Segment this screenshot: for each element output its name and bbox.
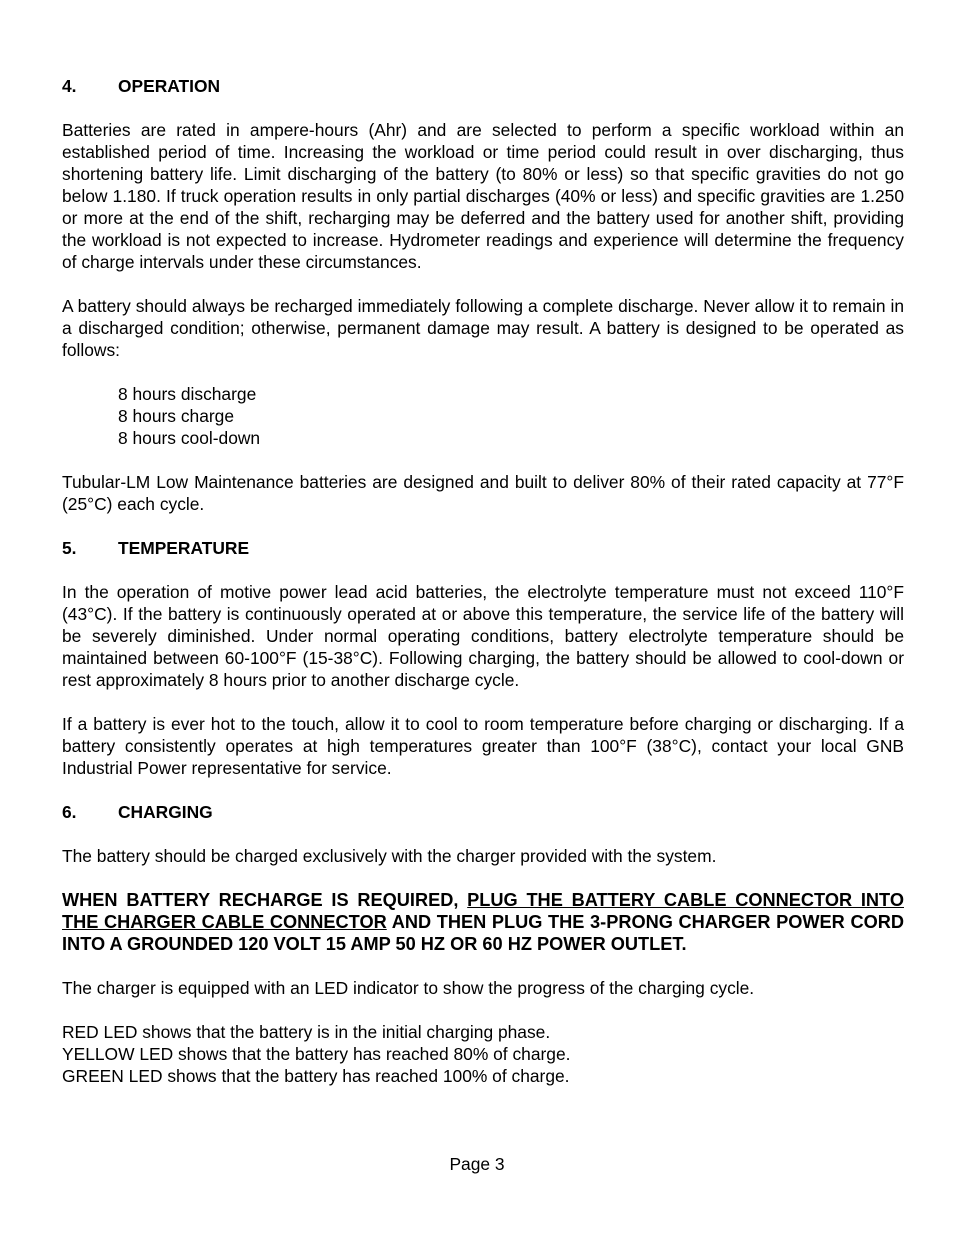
warning-text: AND THEN PLUG THE 3-PRONG CHARGER POWER CORD INTO A GROUNDED 120 VOLT 15 AMP 50 HZ OR 60 HZ POWER OUTLET. xyxy=(62,912,904,954)
paragraph: In the operation of motive power lead acid batteries, the electrolyte temperature must not exceed 110°F (43°C). If the battery is continuously operated at or above this temperature, the service life of the battery will be severely diminished. Under normal operating conditions, battery electrolyte temperature should be maintained between 60-100°F (15-38°C). Following charging, the battery should be allowed to cool-down or rest approximately 8 hours prior to another discharge cycle. xyxy=(62,582,904,690)
section-number: 4. xyxy=(62,76,77,96)
section-title: OPERATION xyxy=(118,76,221,96)
section-title: CHARGING xyxy=(118,802,213,822)
warning-text: WHEN BATTERY RECHARGE IS REQUIRED, xyxy=(62,890,468,910)
paragraph: Tubular-LM Low Maintenance batteries are designed and built to deliver 80% of their rated capacity at 77°F (25°C) each cycle. xyxy=(62,472,904,514)
paragraph: The battery should be charged exclusively with the charger provided with the system. xyxy=(62,846,717,866)
section-number: 5. xyxy=(62,538,77,558)
paragraph: A battery should always be recharged immediately following a complete discharge. Never allow it to remain in a discharged condition; otherwise, permanent damage may result. A battery is designed to be operated as follows: xyxy=(62,296,904,360)
section-heading-temperature xyxy=(62,537,904,559)
list-item: 8 hours cool-down xyxy=(118,428,261,448)
section-number: 6. xyxy=(62,802,77,822)
section-heading-operation xyxy=(62,75,904,97)
led-line-yellow: YELLOW LED shows that the battery has reached 80% of charge. xyxy=(62,1044,571,1064)
section-heading-charging xyxy=(62,801,904,823)
operation-schedule-list xyxy=(118,383,904,449)
paragraph: If a battery is ever hot to the touch, allow it to cool to room temperature before charging or discharging. If a battery consistently operates at high temperatures greater than 100°F (38°C), contact your local GNB Industrial Power representative for service. xyxy=(62,714,904,778)
section-title: TEMPERATURE xyxy=(118,538,250,558)
led-line-green: GREEN LED shows that the battery has reached 100% of charge. xyxy=(62,1066,570,1086)
document-page xyxy=(62,75,904,1087)
warning-underlined-text: PLUG THE BATTERY CABLE CONNECTOR INTO THE CHARGER CABLE CONNECTOR xyxy=(62,890,904,932)
paragraph: Batteries are rated in ampere-hours (Ahr) and are selected to perform a specific workload within an established period of time. Increasing the workload or time period could result in over discharging, thus shortening battery life. Limit discharging of the battery (to 80% or less) so that specific gravities do not go below 1.180. If truck operation results in only partial discharges (40% or less) and specific gravities are 1.250 or more at the end of the shift, recharging may be deferred and the battery used for another shift, providing the workload is not expected to increase. Hydrometer readings and experience will determine the frequency of charge intervals under these circumstances. xyxy=(62,120,904,272)
led-line-red: RED LED shows that the battery is in the initial charging phase. xyxy=(62,1022,551,1042)
led-indicator-list xyxy=(62,1021,904,1087)
list-item: 8 hours charge xyxy=(118,406,235,426)
page-number: Page 3 xyxy=(449,1154,505,1174)
paragraph: The charger is equipped with an LED indicator to show the progress of the charging cycle. xyxy=(62,978,755,998)
list-item: 8 hours discharge xyxy=(118,384,257,404)
charging-warning xyxy=(62,889,904,955)
